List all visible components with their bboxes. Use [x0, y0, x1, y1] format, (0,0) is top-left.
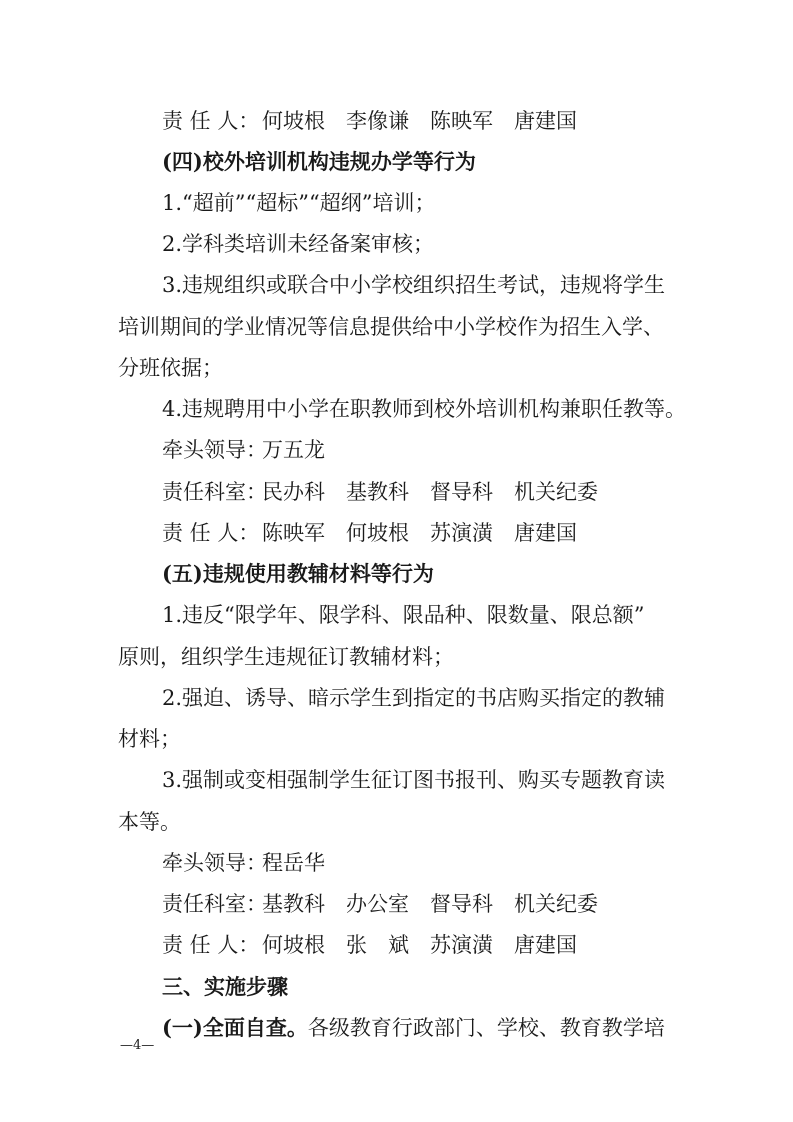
item-4-4: 4.违规聘用中小学在职教师到校外培训机构兼职任教等。 — [162, 397, 687, 421]
responsible-office-4: 责任科室：民办科 基教科 督导科 机关纪委 — [162, 480, 598, 504]
lead-leader-4: 牵头领导：万五龙 — [162, 438, 325, 462]
item-5-3-line2: 本等。 — [118, 810, 181, 834]
step-1 — [162, 1013, 683, 1043]
item-5-3-line1: 3.强制或变相强制学生征订图书报刊、购买专题教育读 — [162, 768, 666, 792]
section-heading-5: (五)违规使用教辅材料等行为 — [162, 561, 434, 586]
responsible-office-5: 责任科室：基教科 办公室 督导科 机关纪委 — [162, 892, 598, 916]
lead-leader-5: 牵头领导：程岳华 — [162, 851, 325, 875]
responsible-persons-4: 责 任 人： 陈映军 何坡根 苏演潢 唐建国 — [162, 521, 577, 545]
step-1-title: (一)全面自查。 — [162, 1015, 308, 1040]
item-4-3-line3: 分班依据； — [118, 356, 223, 380]
section-heading-4: (四)校外培训机构违规办学等行为 — [162, 149, 476, 174]
item-4-3-line2: 培训期间的学业情况等信息提供给中小学校作为招生入学、 — [118, 315, 664, 339]
item-5-2-line2: 材料； — [118, 727, 181, 751]
item-5-1-line2: 原则，组织学生违规征订教辅材料； — [118, 645, 454, 669]
item-4-2: 2.学科类培训未经备案审核； — [162, 232, 435, 256]
responsible-persons-3: 责 任 人： 何坡根 李像谦 陈映军 唐建国 — [162, 109, 577, 133]
page-number: —4— — [120, 1038, 155, 1053]
step-1-text: 各级教育行政部门、学校、教育教学培 — [307, 1016, 665, 1040]
responsible-persons-5: 责 任 人： 何坡根 张 斌 苏演潢 唐建国 — [162, 933, 577, 957]
item-4-3-line1: 3.违规组织或联合中小学校组织招生考试，违规将学生 — [162, 273, 666, 297]
item-5-1-line1: 1.违反“限学年、限学科、限品种、限数量、限总额” — [162, 603, 645, 627]
item-4-1: 1.“超前”“超标”“超纲”培训； — [162, 191, 436, 215]
chapter-heading-3: 三、实施步骤 — [162, 974, 288, 999]
item-5-2-line1: 2.强迫、诱导、暗示学生到指定的书店购买指定的教辅 — [162, 686, 666, 710]
